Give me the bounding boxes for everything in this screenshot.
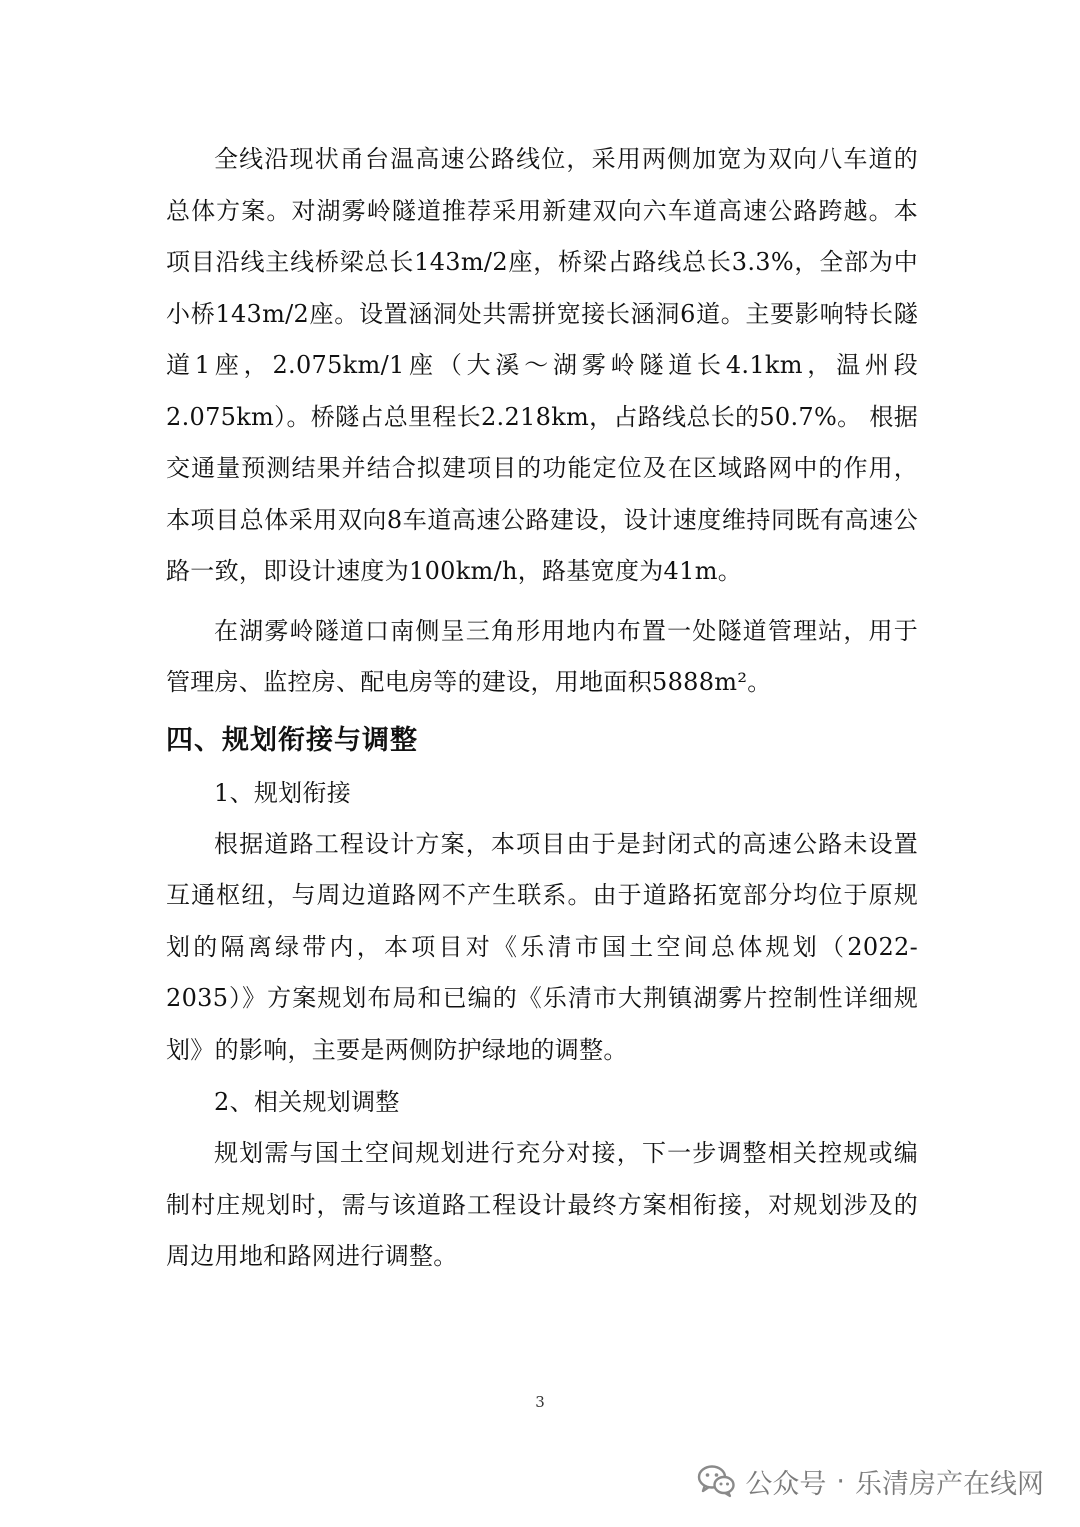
paragraph-planning-adjustment: 规划需与国土空间规划进行充分对接，下一步调整相关控规或编制村庄规划时，需与该道路工程设计最终方案相衔接，对规划涉及的周边用地和路网进行调整。 [166, 1139, 918, 1270]
subsection-title-1: 1、规划衔接 [214, 778, 352, 807]
subsection-title-2: 2、相关规划调整 [214, 1088, 400, 1116]
paragraph-route-plan: 全线沿现状甬台温高速公路线位，采用两侧加宽为双向八车道的总体方案。对湖雾岭隧道推荐采用新建双向六车道高速公路跨越。本项目沿线主线桥梁总长143m/2座，桥梁占路线总长3.3%，全部为中小桥143m/2座。设置涵洞处共需拼宽接长涵洞6道。主要影响特长隧道1座，2.075km/1座（大溪～湖雾岭隧道长4.1km，温州段2.075km）。桥隧占总里程长2.218km，占路线总长的50.7%。 根据交通量预测结果并结合拟建项目的功能定位及在区域路网中的作用，本项目总体采用双向8车道高速公路建设，设计速度维持同既有高速公路一致，即设计速度为100km/h，路基宽度为41m。 [166, 145, 918, 585]
watermark-separator: · [836, 1465, 845, 1497]
document-body [166, 134, 918, 1283]
watermark [697, 1456, 1044, 1506]
watermark-account: 乐清房产在线网 [855, 1468, 1044, 1500]
page-number: 3 [535, 1393, 545, 1411]
section-heading: 四、规划衔接与调整 [166, 724, 418, 756]
paragraph-tunnel-station: 在湖雾岭隧道口南侧呈三角形用地内布置一处隧道管理站，用于管理房、监控房、配电房等的建设，用地面积5888m²。 [166, 616, 918, 696]
watermark-label: 公众号 [745, 1468, 827, 1500]
wechat-icon [697, 1464, 735, 1498]
paragraph-planning-connection: 根据道路工程设计方案，本项目由于是封闭式的高速公路未设置互通枢纽，与周边道路网不产生联系。由于道路拓宽部分均位于原规划的隔离绿带内，本项目对《乐清市国土空间总体规划（2022-2035）》方案规划布局和已编的《乐清市大荆镇湖雾片控制性详细规划》的影响，主要是两侧防护绿地的调整。 [166, 829, 918, 1064]
